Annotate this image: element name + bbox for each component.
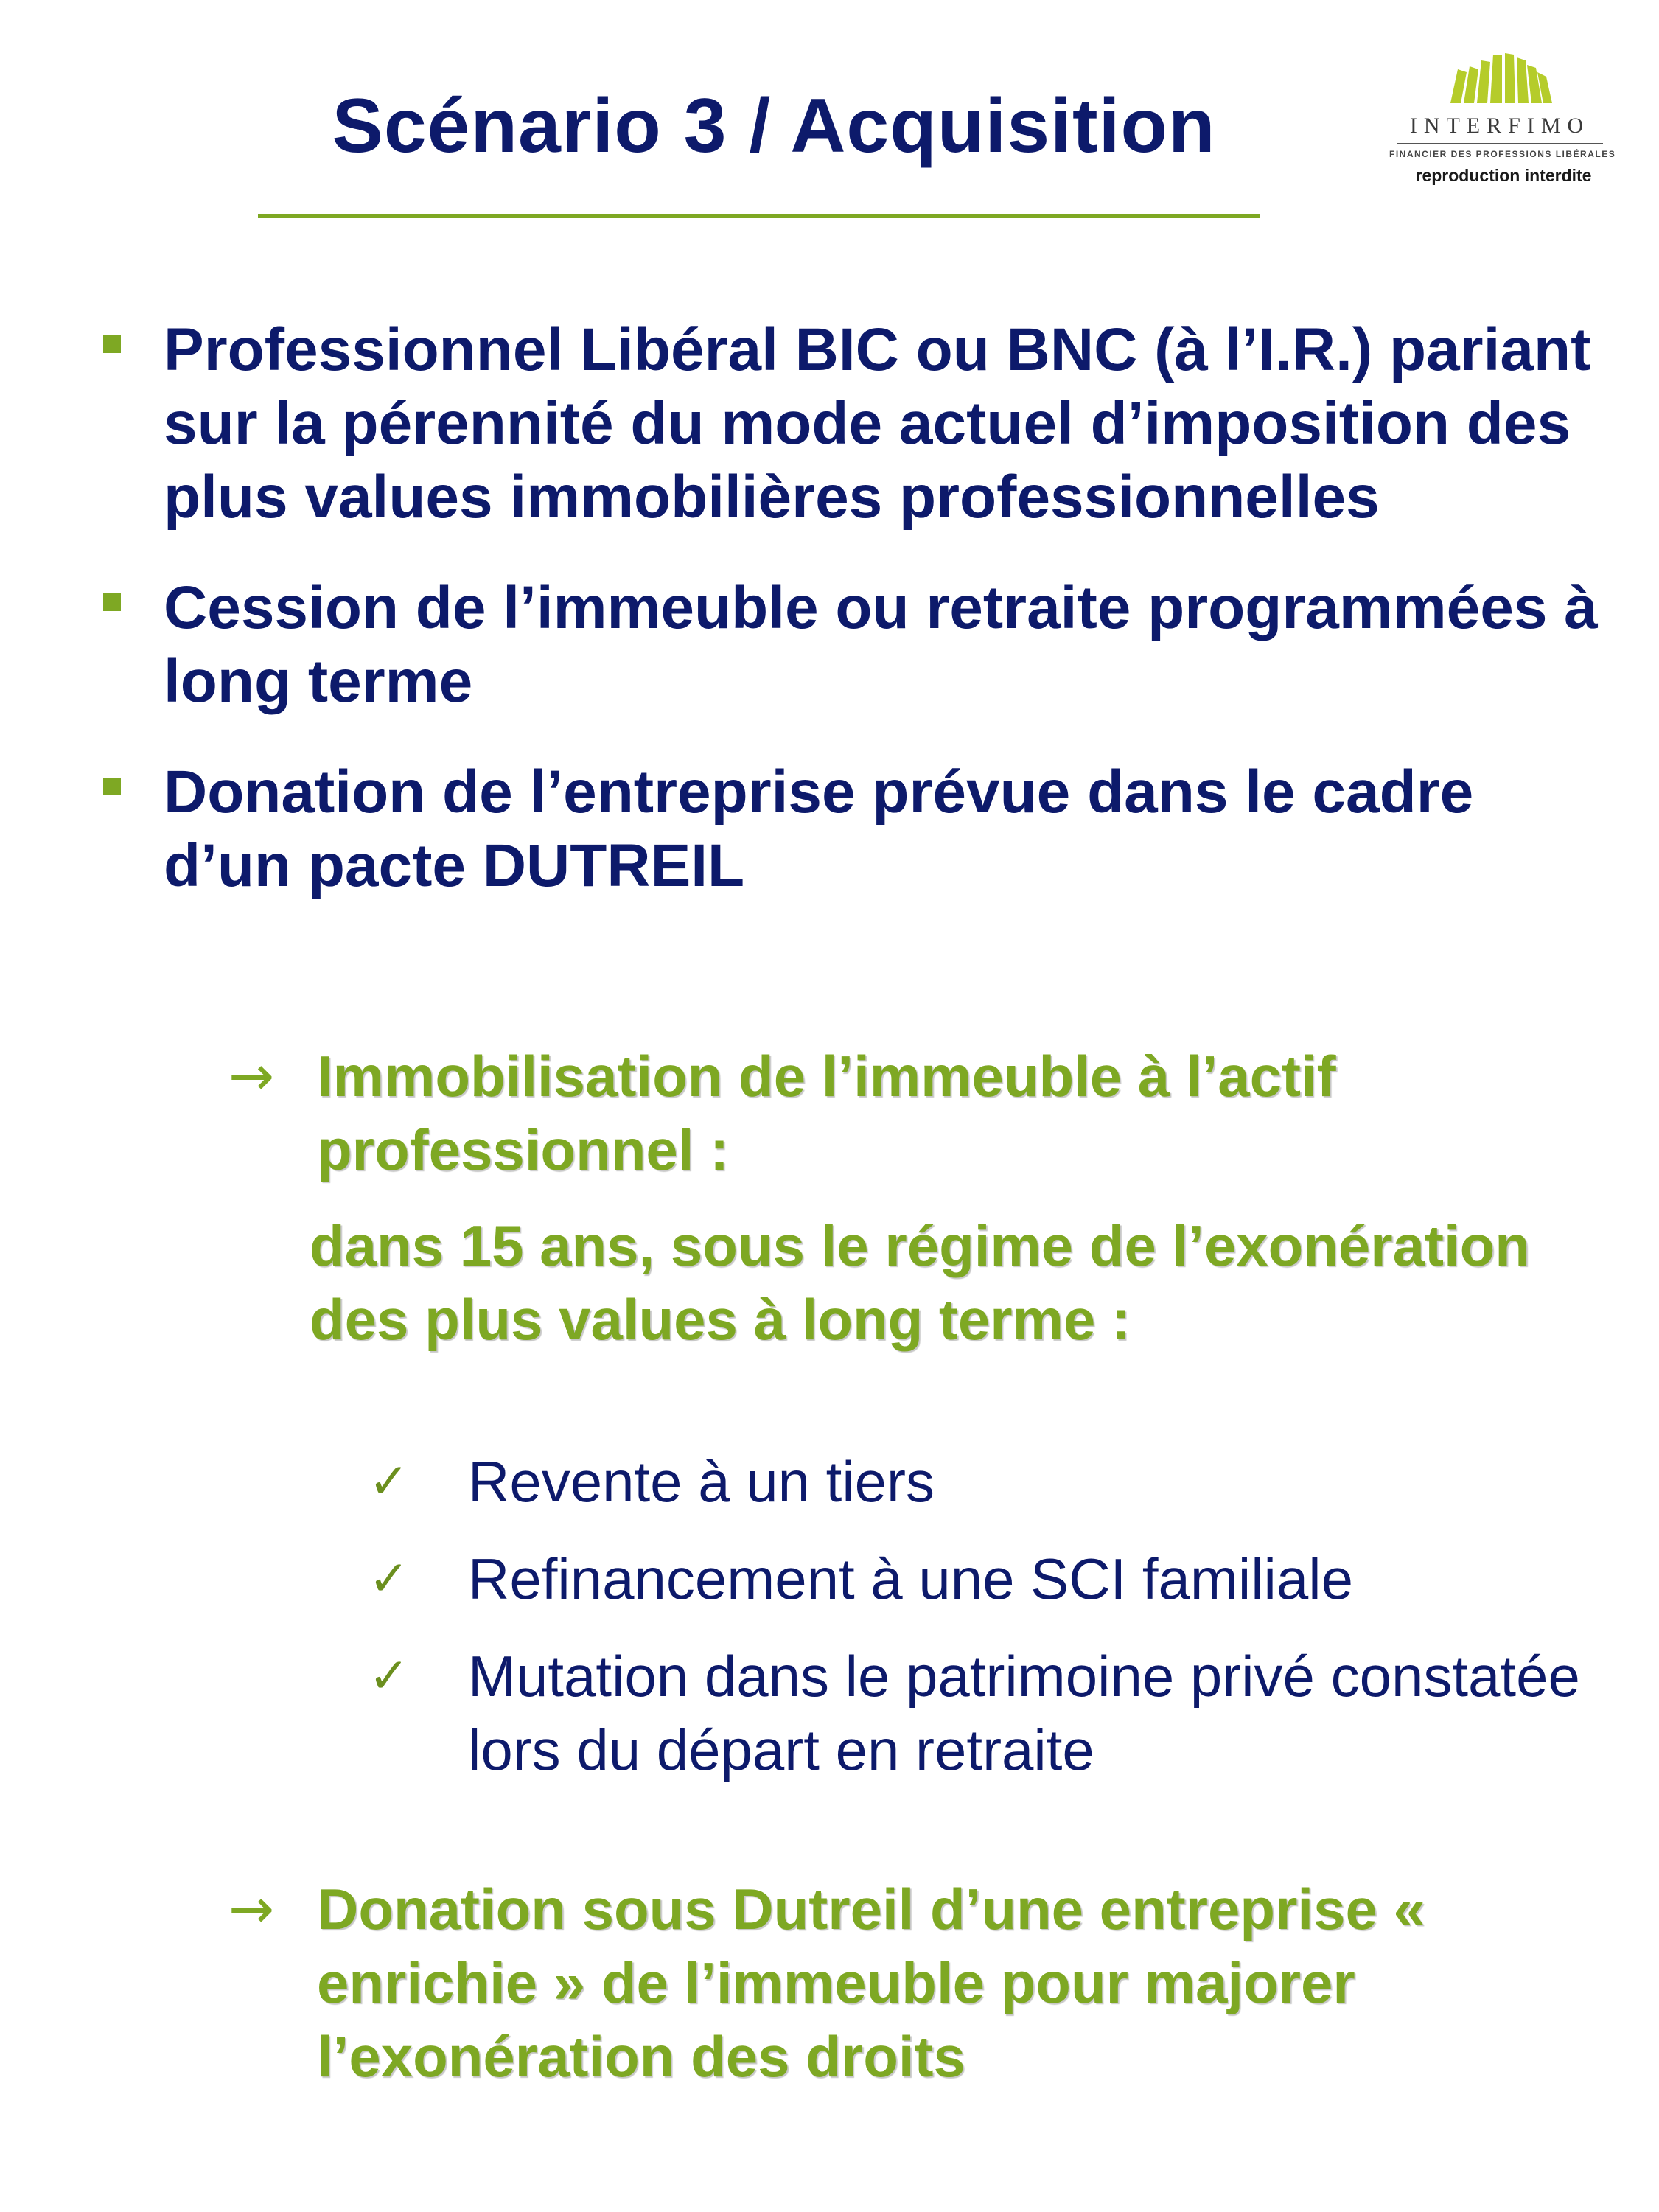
arrow-right-icon: → xyxy=(228,1877,275,1941)
bullet-text: Professionnel Libéral BIC ou BNC (à l’I.R.) pariant sur la pérennité du mode actuel d’imposition des plus values immobilières professionnelles xyxy=(164,316,1591,531)
check-text: Revente à un tiers xyxy=(468,1449,935,1514)
title-underline xyxy=(258,214,1260,218)
check-item xyxy=(369,1639,1621,1787)
bullet-item xyxy=(96,313,1614,534)
bullet-item xyxy=(96,571,1614,719)
sunburst-logo-icon xyxy=(1445,31,1555,105)
regime-paragraph: dans 15 ans, sous le régime de l’exonération des plus values à long terme : xyxy=(310,1213,1530,1352)
interfimo-logo xyxy=(1389,31,1616,200)
square-bullet-icon xyxy=(103,778,121,795)
square-bullet-icon xyxy=(103,335,121,353)
checkmark-icon: ✓ xyxy=(369,1550,410,1607)
bullet-text: Donation de l’entreprise prévue dans le cadre d’un pacte DUTREIL xyxy=(164,758,1474,899)
logo-name: INTERFIMO xyxy=(1409,114,1590,138)
check-list xyxy=(369,1445,1621,1810)
check-text: Mutation dans le patrimoine privé constatée lors du départ en retraite xyxy=(468,1644,1580,1782)
check-text: Refinancement à une SCI familiale xyxy=(468,1546,1353,1611)
checkmark-icon: ✓ xyxy=(369,1453,410,1510)
check-item xyxy=(369,1542,1621,1616)
check-item xyxy=(369,1445,1621,1518)
arrow-text: Donation sous Dutreil d’une entreprise « enrichie » de l’immeuble pour majorer l’exonération des droits xyxy=(317,1877,1425,2089)
logo-divider xyxy=(1397,143,1603,144)
arrow-right-icon: → xyxy=(228,1044,275,1108)
square-bullet-icon xyxy=(103,593,121,611)
arrow-item-donation xyxy=(228,1872,1621,2093)
arrow-text: Immobilisation de l’immeuble à l’actif professionnel : xyxy=(317,1044,1336,1182)
checkmark-icon: ✓ xyxy=(369,1647,410,1704)
bullet-text: Cession de l’immeuble ou retraite programmées à long terme xyxy=(164,574,1598,715)
logo-tagline: FINANCIER DES PROFESSIONS LIBÉRALES xyxy=(1389,149,1616,159)
reproduction-notice: reproduction interdite xyxy=(1415,166,1592,185)
bullet-item xyxy=(96,756,1614,903)
arrow-item-immobilisation xyxy=(228,1039,1621,1187)
page-title: Scénario 3 / Acquisition xyxy=(332,83,1216,169)
main-bullet-list xyxy=(96,313,1614,940)
